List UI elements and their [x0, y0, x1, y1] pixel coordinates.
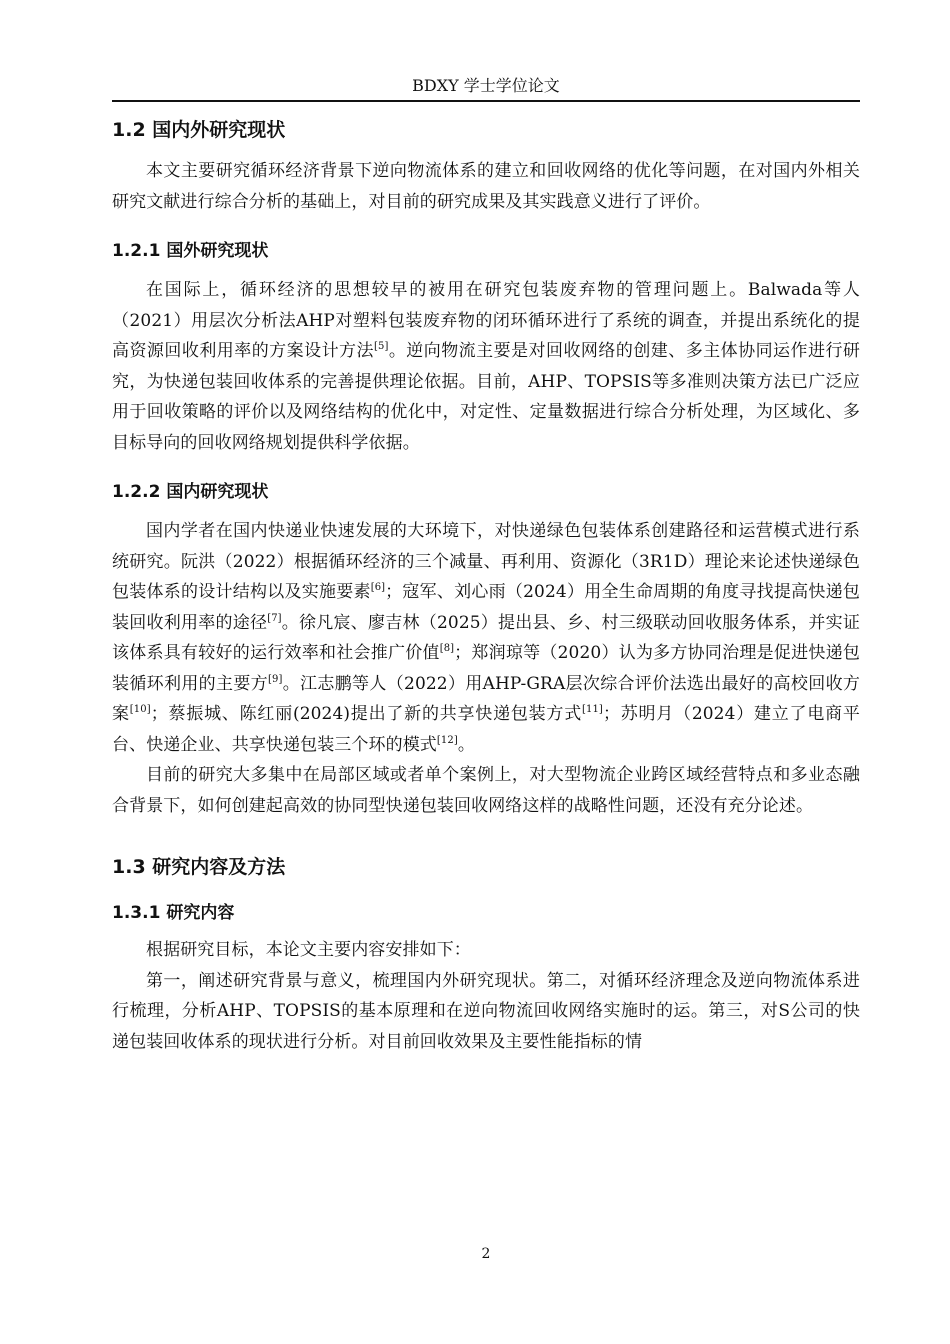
citation-5: [5]: [373, 341, 389, 352]
paragraph-text: 。: [457, 734, 475, 755]
page-number: 2: [481, 1246, 491, 1262]
section-heading-1-2: 1.2 国内外研究现状: [112, 119, 286, 141]
paragraph-text: ；郑润琼等（2020）认为多方协同治理是促进快递包装循环利用的主要方: [112, 643, 860, 694]
section-heading-1-2-1: 1.2.1 国外研究现状: [112, 241, 269, 261]
paragraph-text: ；苏明月（2024）建立了电商平台、快递企业、共享快递包装三个环的模式: [112, 704, 860, 755]
paragraph-text: 在国际上，循环经济的思想较早的被用在研究包装废弃物的管理问题上。Balwada等人（2021）用层次分析法AHP对塑料包装废弃物的闭环循环进行了系统的调查，并提出系统化的提高资源回收利用率的方案设计方法: [112, 280, 860, 361]
paragraph-text: 。逆向物流主要是对回收网络的创建、多主体协同运作进行研究，为快递包装回收体系的完善提供理论依据。目前，AHP、TOPSIS等多准则决策方法已广泛应用于回收策略的评价以及网络结构的优化中，对定性、定量数据进行综合分析处理，为区域化、多目标导向的回收网络规划提供科学依据。: [112, 341, 861, 453]
paragraph-text: ；寇军、刘心雨（2024）用全生命周期的角度寻找提高快递包装回收利用率的途径: [112, 582, 860, 633]
citation-10: [10]: [129, 704, 151, 715]
paragraph-1-2-intro: 本文主要研究循环经济背景下逆向物流体系的建立和回收网络的优化等问题，在对国内外相关研究文献进行综合分析的基础上，对目前的研究成果及其实践意义进行了评价。: [112, 161, 860, 212]
paragraph-1-3-1-intro: 根据研究目标，本论文主要内容安排如下：: [146, 940, 471, 960]
section-heading-1-3: 1.3 研究内容及方法: [112, 856, 286, 878]
paragraph-1-2-2: [112, 516, 860, 760]
page-content: [112, 112, 860, 1057]
citation-6: [6]: [370, 582, 386, 593]
paragraph-text: 。江志鹏等人（2022）用AHP-GRA层次综合评价法选出最好的高校回收方案: [112, 673, 860, 724]
citation-9: [9]: [268, 673, 283, 685]
paragraph-1-3-1-content: 第一，阐述研究背景与意义，梳理国内外研究现状。第二，对循环经济理念及逆向物流体系进行梳理，分析AHP、TOPSIS的基本原理和在逆向物流回收网络实施时的运。第三，对S公司的快递包装回收体系的现状进行分析。对目前回收效果及主要性能指标的情: [112, 970, 860, 1052]
section-heading-1-2-2: 1.2.2 国内研究现状: [112, 482, 269, 502]
header-rule: [112, 100, 860, 102]
paragraph-text: 。徐凡宸、廖吉林（2025）提出县、乡、村三级联动回收服务体系，并实证该体系具有较好的运行效率和社会推广价值: [112, 612, 860, 663]
paragraph-1-2-1: [112, 275, 860, 458]
running-header: BDXY 学士学位论文: [412, 76, 560, 95]
paragraph-text: ；蔡振城、陈红丽(2024)提出了新的共享快递包装方式: [150, 704, 582, 724]
citation-12: [12]: [436, 734, 458, 746]
paragraph-text: 国内学者在国内快递业快速发展的大环境下，对快递绿色包装体系创建路径和运营模式进行系统研究。阮洪（2022）根据循环经济的三个减量、再利用、资源化（3R1D）理论来论述快递绿色包装体系的设计结构以及实施要素: [112, 521, 860, 602]
section-heading-1-3-1: 1.3.1 研究内容: [112, 903, 235, 923]
citation-11: [11]: [582, 704, 603, 715]
citation-8: [8]: [439, 643, 455, 654]
citation-7: [7]: [267, 612, 282, 624]
paragraph-1-2-2-summary: 目前的研究大多集中在局部区域或者单个案例上，对大型物流企业跨区域经营特点和多业态融合背景下，如何创建起高效的协同型快递包装回收网络这样的战略性问题，还没有充分论述。: [112, 765, 860, 816]
